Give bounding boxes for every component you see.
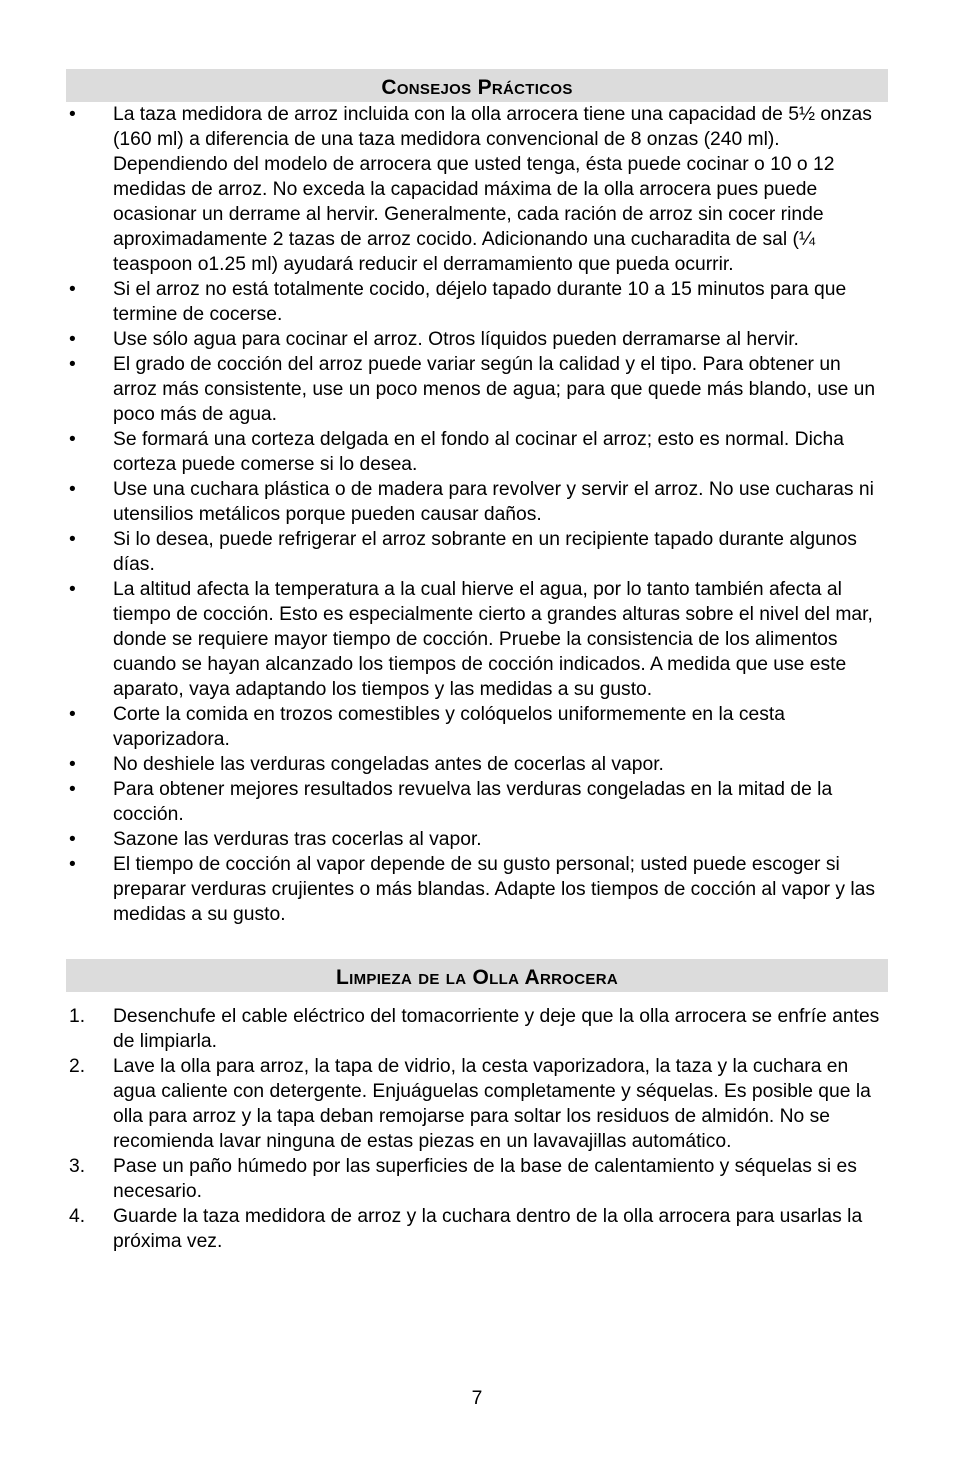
tip-text: El tiempo de cocción al vapor depende de su gusto personal; usted puede escoger si preparar verduras crujientes o más blandas. Adapte los tiempos de cocción al vapor y las medidas a su gusto. xyxy=(113,854,876,925)
tip-item xyxy=(66,577,888,702)
cleaning-steps-list xyxy=(66,1004,888,1254)
tip-text: Corte la comida en trozos comestibles y colóquelos uniformemente en la cesta vaporizadora. xyxy=(113,704,785,750)
bullet-icon: • xyxy=(69,329,76,350)
tip-item xyxy=(66,777,888,827)
bullet-icon: • xyxy=(69,279,76,300)
step-number: 2. xyxy=(69,1056,86,1077)
cleaning-step xyxy=(66,1004,888,1054)
cleaning-step xyxy=(66,1204,888,1254)
bullet-icon: • xyxy=(69,579,76,600)
section-heading-consejos: Consejos Prácticos xyxy=(66,69,888,102)
tip-item xyxy=(66,102,888,277)
step-text: Desenchufe el cable eléctrico del tomacorriente y deje que la olla arrocera se enfríe antes de limpiarla. xyxy=(113,1006,880,1052)
tip-item xyxy=(66,827,888,852)
document-page xyxy=(66,69,888,1254)
tip-item xyxy=(66,702,888,752)
tip-text: Si el arroz no está totalmente cocido, déjelo tapado durante 10 a 15 minutos para que termine de cocerse. xyxy=(113,279,847,325)
tip-item xyxy=(66,852,888,927)
step-number: 3. xyxy=(69,1156,86,1177)
cleaning-step xyxy=(66,1154,888,1204)
bullet-icon: • xyxy=(69,854,76,875)
tip-text: La altitud afecta la temperatura a la cual hierve el agua, por lo tanto también afecta al tiempo de cocción. Esto es especialmente cierto a grandes alturas sobre el nivel del mar, donde se requiere mayor tiempo de cocción. Pruebe la consistencia de los alimentos cuando se hayan alcanzado los tiempos de cocción indicados. A medida que use este aparato, vaya adaptando los tiempos y las medidas a su gusto. xyxy=(113,579,873,700)
tips-list xyxy=(66,102,888,927)
step-text: Guarde la taza medidora de arroz y la cuchara dentro de la olla arrocera para usarlas la próxima vez. xyxy=(113,1206,863,1252)
step-number: 1. xyxy=(69,1006,86,1027)
bullet-icon: • xyxy=(69,479,76,500)
tip-text: Sazone las verduras tras cocerlas al vapor. xyxy=(113,829,482,850)
bullet-icon: • xyxy=(69,704,76,725)
bullet-icon: • xyxy=(69,779,76,800)
step-number: 4. xyxy=(69,1206,86,1227)
cleaning-step xyxy=(66,1054,888,1154)
tip-item xyxy=(66,277,888,327)
tip-text: El grado de cocción del arroz puede variar según la calidad y el tipo. Para obtener un arroz más consistente, use un poco menos de agua; para que quede más blando, use un poco más de agua. xyxy=(113,354,876,425)
section-heading-limpieza: Limpieza de la Olla Arrocera xyxy=(66,959,888,992)
tip-text: La taza medidora de arroz incluida con la olla arrocera tiene una capacidad de 5½ onzas (160 ml) a diferencia de una taza medidora convencional de 8 onzas (240 ml). Dependiendo del modelo de arrocera que usted tenga, ésta puede cocinar o 10 o 12 medidas de arroz. No exceda la capacidad máxima de la olla arrocera pues puede ocasionar un derrame al hervir. Generalmente, cada ración de arroz sin cocer rinde aproximadamente 2 tazas de arroz cocido. Adicionando una cucharadita de sal (¼ teaspoon o1.25 ml) ayudará reducir el derramamiento que pueda ocurrir. xyxy=(113,104,872,275)
bullet-icon: • xyxy=(69,354,76,375)
tip-item xyxy=(66,477,888,527)
tip-text: Use una cuchara plástica o de madera para revolver y servir el arroz. No use cucharas ni utensilios metálicos porque pueden causar daños. xyxy=(113,479,874,525)
tip-item xyxy=(66,327,888,352)
bullet-icon: • xyxy=(69,529,76,550)
bullet-icon: • xyxy=(69,429,76,450)
bullet-icon: • xyxy=(69,754,76,775)
tip-text: No deshiele las verduras congeladas antes de cocerlas al vapor. xyxy=(113,754,664,775)
bullet-icon: • xyxy=(69,104,76,125)
tip-text: Para obtener mejores resultados revuelva las verduras congeladas en la mitad de la cocción. xyxy=(113,779,833,825)
step-text: Lave la olla para arroz, la tapa de vidrio, la cesta vaporizadora, la taza y la cuchara en agua caliente con detergente. Enjuáguelas completamente y séquelas. Es posible que la olla para arroz y la tapa deban remojarse para soltar los residuos de almidón. No se recomienda lavar ninguna de estas piezas en un lavavajillas automático. xyxy=(113,1056,871,1152)
tip-text: Se formará una corteza delgada en el fondo al cocinar el arroz; esto es normal. Dicha corteza puede comerse si lo desea. xyxy=(113,429,844,475)
tip-item xyxy=(66,752,888,777)
tip-item xyxy=(66,352,888,427)
tip-text: Si lo desea, puede refrigerar el arroz sobrante en un recipiente tapado durante algunos días. xyxy=(113,529,857,575)
tip-item xyxy=(66,427,888,477)
tip-text: Use sólo agua para cocinar el arroz. Otros líquidos pueden derramarse al hervir. xyxy=(113,329,799,350)
tip-item xyxy=(66,527,888,577)
page-number: 7 xyxy=(471,1388,483,1409)
bullet-icon: • xyxy=(69,829,76,850)
step-text: Pase un paño húmedo por las superficies de la base de calentamiento y séquelas si es necesario. xyxy=(113,1156,857,1202)
